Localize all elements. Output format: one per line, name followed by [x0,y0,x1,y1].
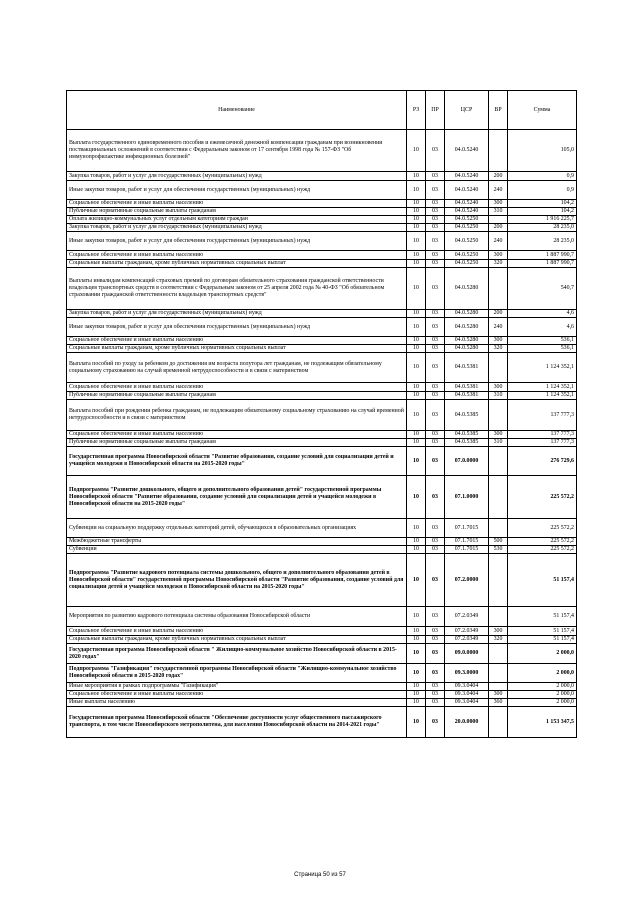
cell-rz: 10 [407,439,426,447]
budget-document [66,90,576,738]
cell-rz: 10 [407,208,426,216]
cell-name: Мероприятия по развитию кадрового потенциала системы образования Новосибирской области [67,607,407,627]
cell-pr: 03 [426,607,445,627]
cell-rz: 10 [407,345,426,353]
table-row [67,627,577,636]
cell-sum: 137 777,3 [508,400,577,431]
cell-name: Выплата государственного единовременного пособия и ежемесячной денежной компенсации гражданам при возникновении поствакцинальных осложнений в соответствии с Федеральным законом от 17 сентября 1998 года № 157-ФЗ "Об иммунопрофилактике инфекционных болезней" [67,130,407,172]
table-row [67,268,577,310]
cell-pr: 03 [426,224,445,232]
cell-rz: 10 [407,683,426,691]
cell-csr: 04.0.5385 [445,400,489,431]
cell-csr: 04.0.5280 [445,268,489,310]
cell-vr [489,130,508,172]
cell-vr: 320 [489,260,508,268]
cell-csr: 04.0.5381 [445,392,489,400]
table-row [67,216,577,224]
table-row [67,172,577,181]
table-row [67,130,577,172]
cell-name: Оплата жилищно-коммунальных услуг отдельным категориям граждан [67,216,407,224]
cell-vr [489,519,508,538]
cell-name: Государственная программа Новосибирской области " Жилищно-коммунальное хозяйство Новосибирской области в 2015-2020 годах" [67,644,407,664]
table-row [67,691,577,699]
cell-sum: 536,1 [508,345,577,353]
cell-pr: 03 [426,337,445,345]
table-header-row [67,91,577,130]
table-row [67,181,577,200]
table-row [67,232,577,251]
cell-csr: 04.0.5381 [445,383,489,392]
cell-name: Закупка товаров, работ и услуг для государственных (муниципальных) нужд [67,172,407,181]
cell-csr: 07.2.0349 [445,627,489,636]
cell-sum: 540,7 [508,268,577,310]
cell-sum: 137 777,3 [508,431,577,439]
cell-csr: 04.0.5250 [445,232,489,251]
cell-name: Социальное обеспечение и иные выплаты населению [67,627,407,636]
cell-rz: 10 [407,392,426,400]
cell-csr: 04.0.5280 [445,310,489,318]
cell-rz: 10 [407,172,426,181]
cell-vr: 310 [489,208,508,216]
table-row [67,224,577,232]
cell-pr: 03 [426,232,445,251]
cell-csr: 07.2.0000 [445,554,489,607]
cell-rz: 10 [407,268,426,310]
cell-name: Публичные нормативные социальные выплаты гражданам [67,439,407,447]
table-row [67,439,577,447]
cell-pr: 03 [426,345,445,353]
cell-rz: 10 [407,310,426,318]
cell-csr: 09.3.0000 [445,664,489,683]
cell-pr: 03 [426,318,445,337]
cell-csr: 04.0.5385 [445,439,489,447]
cell-sum: 1 887 990,7 [508,260,577,268]
cell-csr: 07.1.7015 [445,538,489,546]
table-row [67,683,577,691]
cell-name: Социальное обеспечение и иные выплаты населению [67,251,407,260]
cell-csr: 09.0.0000 [445,644,489,664]
cell-sum: 51 157,4 [508,554,577,607]
cell-sum: 104,2 [508,208,577,216]
cell-sum: 1 124 352,1 [508,392,577,400]
cell-rz: 10 [407,200,426,208]
cell-csr: 04.0.5240 [445,172,489,181]
cell-rz: 10 [407,476,426,519]
cell-pr: 03 [426,200,445,208]
cell-sum: 536,1 [508,337,577,345]
cell-name: Выплата пособий при рождении ребенка гражданам, не подлежащим обязательному социальному страхованию на случай временной нетрудоспособности и в связи с материнством [67,400,407,431]
cell-vr: 530 [489,546,508,554]
table-row [67,400,577,431]
cell-vr: 360 [489,699,508,707]
cell-name: Социальное обеспечение и иные выплаты населению [67,383,407,392]
cell-vr: 310 [489,392,508,400]
cell-vr: 200 [489,224,508,232]
cell-name: Публичные нормативные социальные выплаты гражданам [67,208,407,216]
cell-vr: 320 [489,345,508,353]
cell-sum: 2 000,0 [508,644,577,664]
cell-vr: 240 [489,232,508,251]
cell-pr: 03 [426,707,445,738]
cell-vr: 310 [489,439,508,447]
cell-rz: 10 [407,691,426,699]
table-row [67,310,577,318]
cell-pr: 03 [426,546,445,554]
cell-rz: 10 [407,546,426,554]
cell-rz: 10 [407,519,426,538]
cell-rz: 10 [407,431,426,439]
cell-vr: 300 [489,251,508,260]
cell-rz: 10 [407,644,426,664]
cell-csr: 04.0.5280 [445,337,489,345]
cell-vr: 240 [489,318,508,337]
cell-rz: 10 [407,251,426,260]
cell-pr: 03 [426,683,445,691]
cell-sum: 1 916 225,7 [508,216,577,224]
cell-sum: 137 777,3 [508,439,577,447]
table-row [67,664,577,683]
cell-sum: 28 235,0 [508,224,577,232]
cell-name: Закупка товаров, работ и услуг для государственных (муниципальных) нужд [67,310,407,318]
cell-rz: 10 [407,400,426,431]
cell-vr: 240 [489,181,508,200]
cell-csr: 04.0.5250 [445,251,489,260]
cell-vr: 200 [489,310,508,318]
cell-sum: 104,2 [508,200,577,208]
cell-vr [489,683,508,691]
cell-pr: 03 [426,172,445,181]
cell-rz: 10 [407,216,426,224]
cell-name: Социальное обеспечение и иные выплаты населению [67,431,407,439]
cell-rz: 10 [407,130,426,172]
cell-rz: 10 [407,318,426,337]
cell-pr: 03 [426,627,445,636]
cell-name: Иные закупки товаров, работ и услуг для обеспечения государственных (муниципальных) нужд [67,181,407,200]
header-csr: ЦСР [445,91,489,130]
cell-pr: 03 [426,392,445,400]
cell-name: Публичные нормативные социальные выплаты гражданам [67,392,407,400]
cell-sum: 2 000,0 [508,691,577,699]
cell-csr: 04.0.5250 [445,224,489,232]
cell-csr: 04.0.5280 [445,318,489,337]
cell-sum: 105,0 [508,130,577,172]
cell-rz: 10 [407,224,426,232]
cell-csr: 07.1.7015 [445,546,489,554]
cell-pr: 03 [426,476,445,519]
cell-name: Субвенции [67,546,407,554]
cell-name: Иные выплаты населению [67,699,407,707]
table-row [67,707,577,738]
cell-rz: 10 [407,627,426,636]
cell-rz: 10 [407,383,426,392]
cell-sum: 28 235,0 [508,232,577,251]
cell-rz: 10 [407,607,426,627]
cell-sum: 51 157,4 [508,607,577,627]
cell-sum: 225 572,2 [508,519,577,538]
cell-pr: 03 [426,691,445,699]
cell-csr: 04.0.5240 [445,208,489,216]
cell-csr: 04.0.5240 [445,200,489,208]
cell-vr [489,664,508,683]
cell-csr: 04.0.5240 [445,181,489,200]
cell-pr: 03 [426,538,445,546]
cell-sum: 1 124 352,1 [508,383,577,392]
table-row [67,345,577,353]
header-name: Наименование [67,91,407,130]
cell-csr: 04.0.5385 [445,431,489,439]
cell-vr [489,268,508,310]
cell-name: Выплаты инвалидам компенсаций страховых премий по договорам обязательного страхования гражданской ответственности владельцев транспортных средств в соответствии с Федеральным законом от 25 апреля 2002 года № 40-ФЗ "Об обязательном страховании гражданской ответственности владельцев транспортных средств" [67,268,407,310]
cell-sum: 1 124 352,1 [508,353,577,383]
cell-pr: 03 [426,519,445,538]
cell-name: Межбюджетные трансферты [67,538,407,546]
cell-csr: 07.2.0349 [445,607,489,627]
page-footer: Страница 50 из 57 [294,872,346,878]
cell-csr: 04.0.5250 [445,260,489,268]
cell-sum: 1 887 990,7 [508,251,577,260]
table-row [67,383,577,392]
cell-rz: 10 [407,707,426,738]
cell-name: Выплата пособий по уходу за ребенком до достижения им возраста полутора лет гражданам, не подлежащим обязательному социальному страхованию на случай временной нетрудоспособности и в связи с материнством [67,353,407,383]
cell-name: Подпрограмма "Газификация" государственной программы Новосибирской области "Жилищно-коммунальное хозяйство Новосибирской области в 2015-2020 годах" [67,664,407,683]
cell-name: Социальные выплаты гражданам, кроме публичных нормативных социальных выплат [67,260,407,268]
cell-vr [489,607,508,627]
cell-sum: 51 157,4 [508,636,577,644]
cell-rz: 10 [407,353,426,383]
cell-name: Социальные выплаты гражданам, кроме публичных нормативных социальных выплат [67,345,407,353]
cell-name: Государственная программа Новосибирской области "Развитие образования, создание условий для социализации детей и учащейся молодежи в Новосибирской области на 2015-2020 годы" [67,447,407,476]
cell-vr: 300 [489,383,508,392]
cell-pr: 03 [426,644,445,664]
cell-sum: 51 157,4 [508,627,577,636]
table-row [67,260,577,268]
table-row [67,519,577,538]
cell-csr: 07.0.0000 [445,447,489,476]
cell-sum: 225 572,2 [508,546,577,554]
cell-sum: 2 000,0 [508,683,577,691]
cell-pr: 03 [426,554,445,607]
cell-name: Социальное обеспечение и иные выплаты населению [67,337,407,345]
cell-name: Субвенции на социальную поддержку отдельных категорий детей, обучающихся в образовательных организациях [67,519,407,538]
cell-sum: 276 729,6 [508,447,577,476]
cell-pr: 03 [426,268,445,310]
cell-rz: 10 [407,181,426,200]
cell-pr: 03 [426,181,445,200]
cell-csr: 07.1.0000 [445,476,489,519]
cell-sum: 2 000,0 [508,699,577,707]
cell-rz: 10 [407,699,426,707]
cell-vr [489,707,508,738]
cell-csr: 09.3.0404 [445,691,489,699]
cell-pr: 03 [426,216,445,224]
cell-sum: 2 000,0 [508,664,577,683]
cell-rz: 10 [407,664,426,683]
cell-vr [489,400,508,431]
cell-rz: 10 [407,260,426,268]
cell-rz: 10 [407,232,426,251]
cell-vr: 300 [489,200,508,208]
cell-sum: 225 572,2 [508,538,577,546]
table-row [67,476,577,519]
cell-csr: 07.1.7015 [445,519,489,538]
cell-pr: 03 [426,208,445,216]
cell-pr: 03 [426,439,445,447]
header-sum: Сумма [508,91,577,130]
cell-sum: 0,9 [508,172,577,181]
cell-pr: 03 [426,310,445,318]
cell-vr [489,216,508,224]
cell-vr: 500 [489,538,508,546]
table-row [67,208,577,216]
cell-pr: 03 [426,130,445,172]
table-row [67,318,577,337]
cell-pr: 03 [426,400,445,431]
cell-vr: 320 [489,636,508,644]
table-row [67,546,577,554]
cell-csr: 04.0.5240 [445,130,489,172]
cell-vr [489,353,508,383]
cell-name: Иные закупки товаров, работ и услуг для обеспечения государственных (муниципальных) нужд [67,318,407,337]
cell-pr: 03 [426,353,445,383]
cell-rz: 10 [407,636,426,644]
cell-rz: 10 [407,447,426,476]
budget-table [66,90,577,738]
cell-name: Подпрограмма "Развитие кадрового потенциала системы дошкольного, общего и дополнительного образования детей в Новосибирской области" государственной программы Новосибирской области "Развитие образования, создание условий для социализации детей и учащейся молодежи в Новосибирской области на 2015-2020 годы" [67,554,407,607]
cell-csr: 07.2.0349 [445,636,489,644]
cell-pr: 03 [426,664,445,683]
cell-pr: 03 [426,447,445,476]
cell-csr: 20.0.0000 [445,707,489,738]
table-row [67,251,577,260]
cell-sum: 4,6 [508,310,577,318]
cell-sum: 1 153 347,5 [508,707,577,738]
table-row [67,607,577,627]
cell-pr: 03 [426,251,445,260]
table-row [67,644,577,664]
cell-csr: 09.3.0404 [445,699,489,707]
cell-name: Социальное обеспечение и иные выплаты населению [67,200,407,208]
cell-name: Социальные выплаты гражданам, кроме публичных нормативных социальных выплат [67,636,407,644]
table-row [67,699,577,707]
header-vr: ВР [489,91,508,130]
cell-csr: 04.0.5381 [445,353,489,383]
table-row [67,200,577,208]
cell-csr: 04.0.5280 [445,345,489,353]
cell-name: Подпрограмма "Развитие дошкольного, общего и дополнительного образования детей" государственной программы Новосибирской области "Развитие образования, создание условий для социализации детей и учащейся молодежи в Новосибирской области на 2015-2020 годы" [67,476,407,519]
cell-name: Иные закупки товаров, работ и услуг для обеспечения государственных (муниципальных) нужд [67,232,407,251]
cell-pr: 03 [426,383,445,392]
table-row [67,554,577,607]
header-rz: РЗ [407,91,426,130]
cell-csr: 09.3.0404 [445,683,489,691]
cell-vr [489,447,508,476]
cell-rz: 10 [407,337,426,345]
cell-vr [489,476,508,519]
table-row [67,431,577,439]
cell-vr: 200 [489,172,508,181]
cell-sum: 0,9 [508,181,577,200]
table-row [67,353,577,383]
table-row [67,447,577,476]
cell-rz: 10 [407,554,426,607]
cell-name: Государственная программа Новосибирской области "Обеспечение доступности услуг общественного пассажирского транспорта, в том числе Новосибирского метрополитена, для населения Новосибирской области на 2014-2021 годы" [67,707,407,738]
table-row [67,538,577,546]
cell-name: Закупка товаров, работ и услуг для государственных (муниципальных) нужд [67,224,407,232]
table-row [67,392,577,400]
header-pr: ПР [426,91,445,130]
cell-vr: 300 [489,627,508,636]
cell-vr: 300 [489,691,508,699]
cell-sum: 4,6 [508,318,577,337]
cell-vr [489,554,508,607]
cell-pr: 03 [426,699,445,707]
cell-rz: 10 [407,538,426,546]
cell-pr: 03 [426,636,445,644]
cell-vr: 300 [489,337,508,345]
table-row [67,337,577,345]
cell-pr: 03 [426,260,445,268]
cell-csr: 04.0.5250 [445,216,489,224]
cell-name: Иные мероприятия в рамках подпрограммы "Газификация" [67,683,407,691]
cell-sum: 225 572,2 [508,476,577,519]
cell-pr: 03 [426,431,445,439]
table-row [67,636,577,644]
cell-name: Социальное обеспечение и иные выплаты населению [67,691,407,699]
cell-vr [489,644,508,664]
cell-vr: 300 [489,431,508,439]
